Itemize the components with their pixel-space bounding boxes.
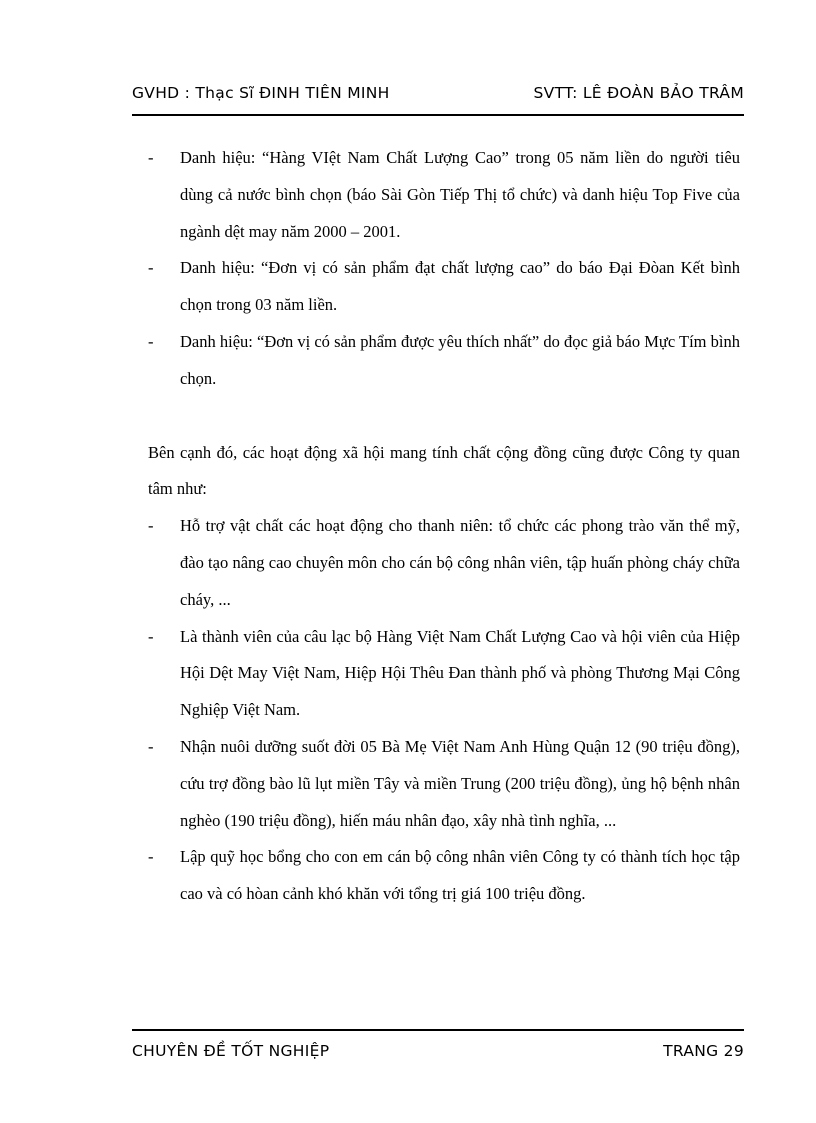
list-item [148,324,740,398]
activities-list [148,508,740,913]
awards-list [148,140,740,398]
list-item [148,839,740,913]
award-text: Danh hiệu: “Đơn vị có sản phẩm đạt chất lượng cao” do báo Đại Đòan Kết bình chọn trong 03 năm liền. [180,258,740,315]
dash-marker: - [148,847,154,867]
dash-marker: - [148,626,154,646]
footer-divider [132,1029,744,1031]
list-item [148,619,740,729]
page-number: TRANG 29 [663,1042,744,1060]
list-item [148,250,740,324]
activity-text: Hỗ trợ vật chất các hoạt động cho thanh niên: tổ chức các phong trào văn thể mỹ, đào tạo nâng cao chuyên môn cho cán bộ công nhân viên, tập huấn phòng cháy chữa cháy, ... [180,516,740,609]
dash-marker: - [148,258,154,278]
student-label: SVTT: LÊ ĐOÀN BẢO TRÂM [533,84,744,102]
dash-marker: - [148,331,154,351]
header-divider [132,114,744,116]
award-text: Danh hiệu: “Hàng VIệt Nam Chất Lượng Cao” trong 05 năm liền do người tiêu dùng cả nước bình chọn (báo Sài Gòn Tiếp Thị tổ chức) và danh hiệu Top Five của ngành dệt may năm 2000 – 2001. [180,148,740,241]
activity-text: Lập quỹ học bổng cho con em cán bộ công nhân viên Công ty có thành tích học tập cao và có hòan cảnh khó khăn với tổng trị giá 100 triệu đồng. [180,847,740,904]
dash-marker: - [148,148,154,167]
page-body [148,140,740,913]
page-header [132,84,744,108]
activity-text: Nhận nuôi dưỡng suốt đời 05 Bà Mẹ Việt Nam Anh Hùng Quận 12 (90 triệu đồng), cứu trợ đồng bào lũ lụt miền Tây và miền Trung (200 triệu đồng), ủng hộ bệnh nhân nghèo (190 triệu đồng), hiến máu nhân đạo, xây nhà tình nghĩa, ... [180,736,740,830]
dash-marker: - [148,516,154,536]
thesis-label: CHUYÊN ĐỀ TỐT NGHIỆP [132,1042,330,1060]
page-footer [132,1042,744,1066]
activity-text: Là thành viên của câu lạc bộ Hàng Việt Nam Chất Lượng Cao và hội viên của Hiệp Hội Dệt May Việt Nam, Hiệp Hội Thêu Đan thành phố và phòng Thương Mại Công Nghiệp Việt Nam. [180,626,740,720]
dash-marker: - [148,736,154,756]
award-text: Danh hiệu: “Đơn vị có sản phẩm được yêu thích nhất” do đọc giả báo Mực Tím bình chọn. [180,331,740,388]
list-item [148,508,740,618]
advisor-label: GVHD : Thạc Sĩ ĐINH TIÊN MINH [132,84,390,102]
list-item [148,729,740,839]
list-item [148,140,740,250]
intro-paragraph: Bên cạnh đó, các hoạt động xã hội mang tính chất cộng đồng cũng được Công ty quan tâm như: [148,442,740,499]
